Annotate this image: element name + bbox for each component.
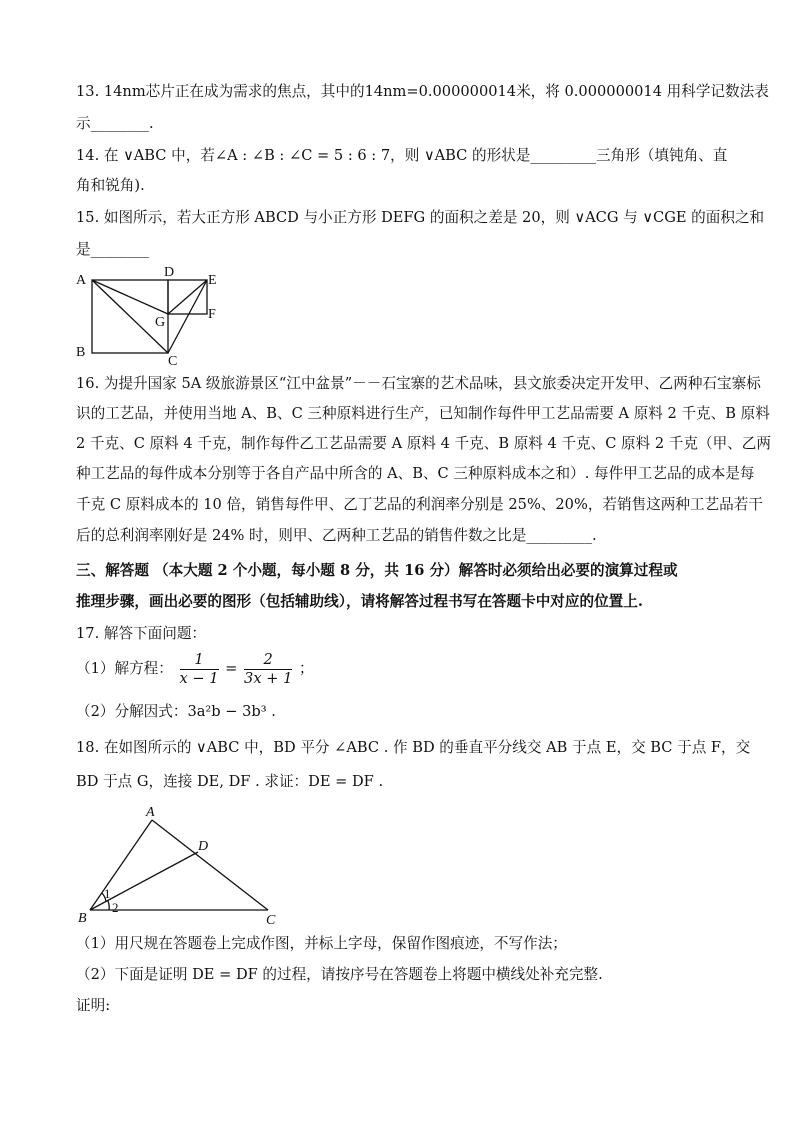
- fraction-1: [180, 651, 219, 688]
- label-a: A: [76, 273, 87, 288]
- fraction-1-denominator: x − 1: [179, 669, 219, 687]
- fraction-2: [244, 651, 292, 688]
- section3-line2: 推理步骤，画出必要的图形（包括辅助线），请将解答过程书写在答题卡中对应的位置上.: [76, 593, 643, 610]
- label-g: G: [155, 315, 166, 330]
- q15-line2: 是________: [76, 241, 149, 258]
- q16-line5: 千克 C 原料成本的 10 倍，销售每件甲、乙丁艺品的利润率分别是 25%、20%，若销售这两种工艺品若干: [76, 496, 763, 513]
- label-f: F: [208, 307, 216, 322]
- segment-bd: [90, 852, 198, 910]
- q15-figure: [72, 262, 232, 366]
- q16-line6: 后的总利润率刚好是 24% 时，则甲、乙两种工艺品的销售件数之比是_________.: [76, 527, 597, 544]
- q17-part1-label: （1）解方程：: [76, 660, 173, 677]
- q15-line1: 15. 如图所示，若大正方形 ABCD 与小正方形 DEFG 的面积之差是 20，则 ∨ACG 与 ∨CGE 的面积之和: [76, 209, 765, 226]
- label-e: E: [208, 273, 217, 288]
- segment-ce: [168, 280, 207, 353]
- angle-label-1: 1: [104, 886, 111, 901]
- q14-line1: 14. 在 ∨ABC 中，若∠A : ∠B : ∠C = 5 : 6 : 7，则 ∨ABC 的形状是_________三角形（填钝角、直: [76, 147, 728, 164]
- q14-line2: 角和锐角).: [76, 177, 145, 194]
- q13-line2: 示________.: [76, 115, 154, 132]
- q17-part2: （2）分解因式：3a²b − 3b³ .: [76, 703, 276, 720]
- q18-part1: （1）用尺规在答题卷上完成作图，并标上字母，保留作图痕迹，不写作法；: [76, 935, 567, 952]
- q17-part1: [76, 650, 314, 688]
- fraction-2-denominator: 3x + 1: [244, 669, 293, 687]
- q16-line1: 16. 为提升国家 5A 级旅游景区“江中盆景”－－石宝寨的艺术品味，县文旅委决定开发甲、乙两种石宝寨标: [76, 375, 761, 392]
- segment-ag: [92, 280, 168, 314]
- q18-proof: 证明:: [76, 997, 111, 1014]
- angle-label-2: 2: [112, 900, 119, 915]
- label-b: B: [78, 911, 87, 926]
- q18-figure: [72, 800, 292, 928]
- section3-line1: 三、解答题 （本大题 2 个小题，每小题 8 分，共 16 分）解答时必须给出必要的演算过程或: [76, 562, 678, 579]
- label-d: D: [164, 265, 175, 280]
- label-d: D: [198, 839, 209, 854]
- q16-line3: 2 千克、C 原料 4 千克，制作每件乙工艺品需要 A 原料 4 千克、B 原料 4 千克、C 原料 2 千克（甲、乙两: [76, 435, 771, 452]
- angle-arc-2: [108, 901, 109, 910]
- q17-title: 17. 解答下面问题：: [76, 625, 207, 642]
- label-c: C: [266, 913, 276, 928]
- segment-ac: [152, 820, 268, 910]
- q13-line1: 13. 14nm芯片正在成为需求的焦点，其中的14nm=0.000000014米，将 0.000000014 用科学记数法表: [76, 83, 769, 100]
- label-b: B: [76, 345, 86, 360]
- segment-ge: [168, 280, 207, 314]
- label-c: C: [168, 354, 178, 366]
- equals-sign: =: [225, 660, 238, 677]
- q18-line1: 18. 在如图所示的 ∨ABC 中，BD 平分 ∠ABC . 作 BD 的垂直平分线交 AB 于点 E，交 BC 于点 F，交: [76, 739, 751, 756]
- q16-line2: 识的工艺品，并使用当地 A、B、C 三种原料进行生产，已知制作每件甲工艺品需要 A 原料 2 千克、B 原料: [76, 405, 770, 422]
- q18-line2: BD 于点 G，连接 DE, DF . 求证：DE = DF .: [76, 773, 384, 790]
- segment-ab: [90, 820, 152, 910]
- fraction-2-numerator: 2: [244, 651, 292, 670]
- q17-part1-end: ；: [299, 660, 314, 677]
- fraction-1-numerator: 1: [180, 651, 219, 670]
- label-a: A: [146, 805, 155, 820]
- q18-part2: （2）下面是证明 DE = DF 的过程，请按序号在答题卷上将题中横线处补充完整.: [76, 966, 603, 983]
- q16-line4: 种工艺品的每件成本分别等于各自产品中所含的 A、B、C 三种原料成本之和）. 每件甲工艺品的成本是每: [76, 465, 755, 482]
